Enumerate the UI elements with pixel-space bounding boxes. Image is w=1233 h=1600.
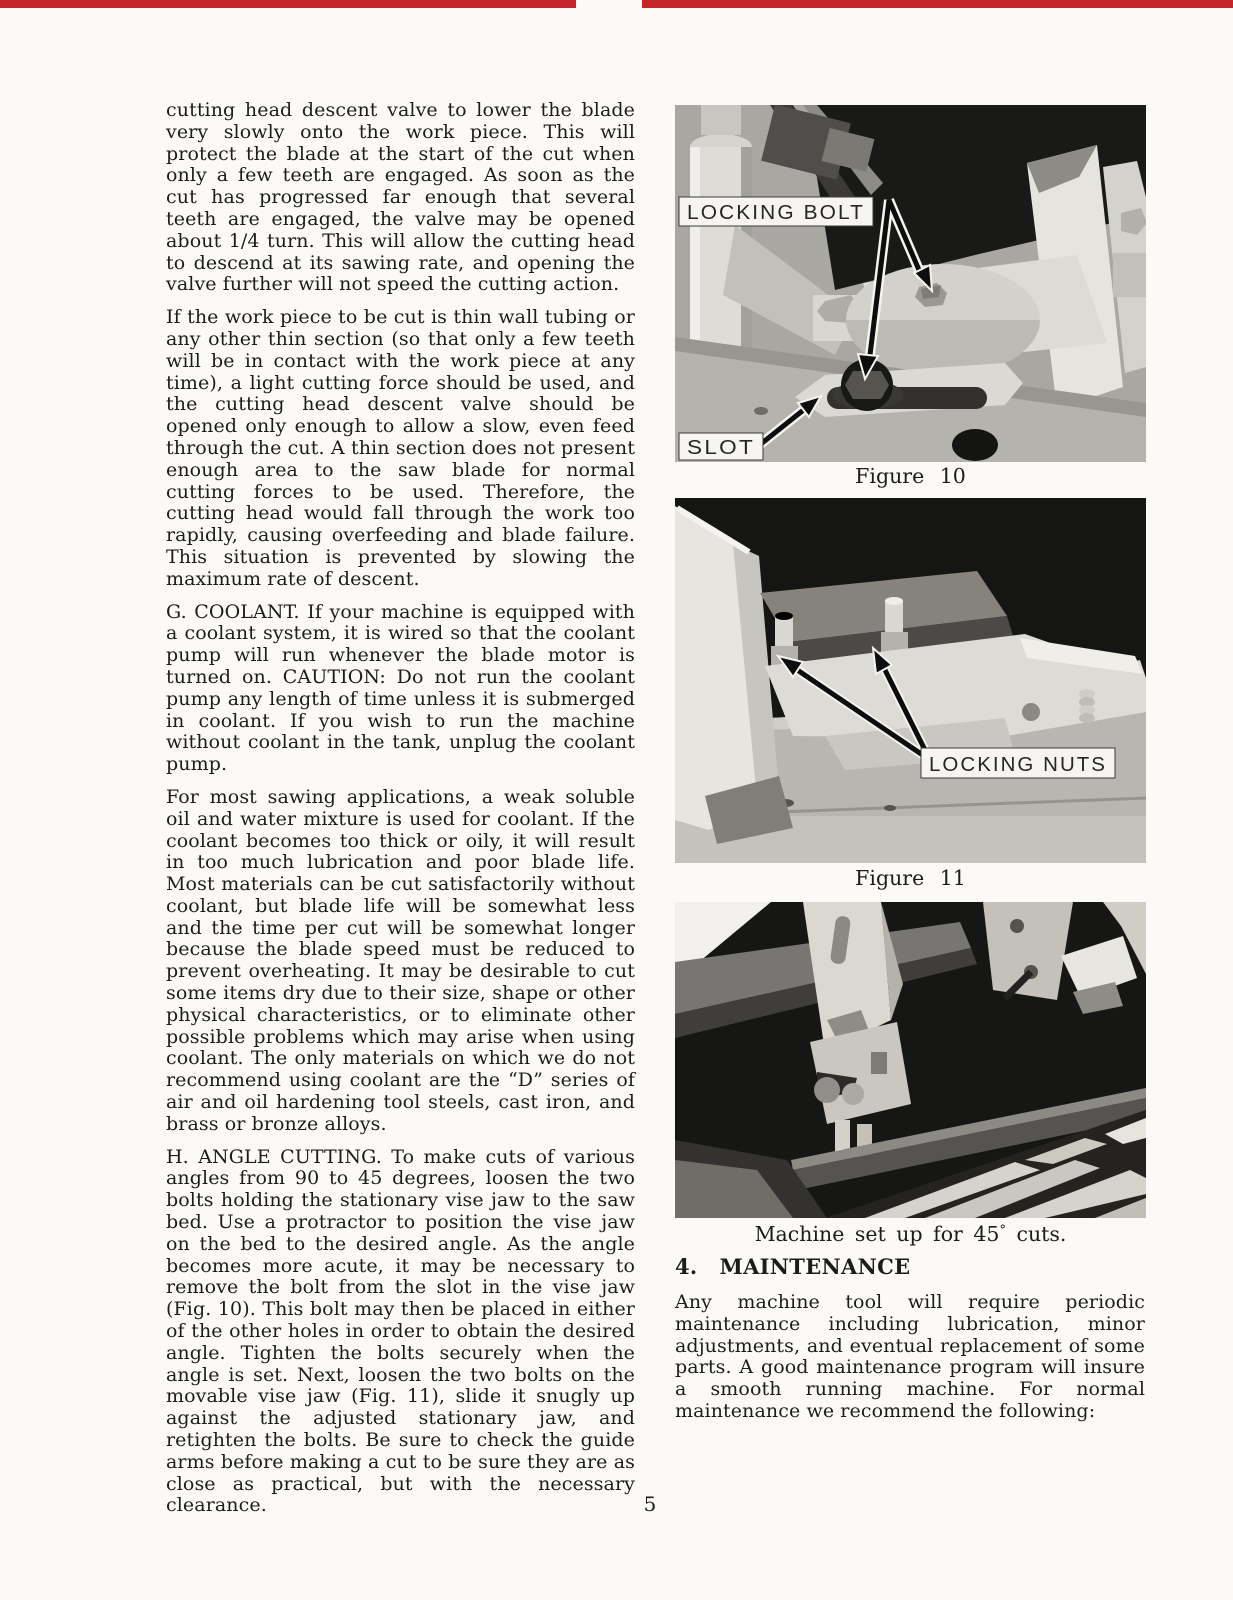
scan-edge-bar-right xyxy=(642,0,1233,8)
figure-11-photo xyxy=(675,498,1146,863)
degree-symbol: ° xyxy=(999,1223,1006,1238)
figure-45-caption xyxy=(675,1222,1146,1246)
scan-edge-bar-left xyxy=(0,0,576,8)
maintenance-column xyxy=(675,1292,1145,1423)
figure-10-photo xyxy=(675,105,1146,462)
paragraph-angle-cutting: H. ANGLE CUTTING. To make cuts of various angles from 90 to 45 degrees, loosen the two bolts holding the stationary vise jaw to the saw bed. Use a protractor to position the vise jaw on the bed to the desired angle. As the angle becomes more acute, it may be necessary to remove the bolt from the slot in the vise jaw (Fig. 10). This bolt may then be placed in either of the other holes in order to obtain the desired angle. Tighten the bolts securely when the angle is set. Next, loosen the two bolts on the movable vise jaw (Fig. 11), slide it snugly up against the adjusted stationary jaw, and retighten the bolts. Be sure to check the guide arms before making a cut to be sure they are as close as practical, but with the necessary clearance. xyxy=(166,1145,635,1517)
paragraph-coolant-mixture: For most sawing applications, a weak soluble oil and water mixture is used for coolant. If the coolant becomes too thick or oily, it will result in too much lubrication and poor blade life. Most materials can be cut satisfactorily without coolant, but blade life will be somewhat less and the time per cut will be somewhat longer because the blade speed must be reduced to prevent overheating. It may be desirable to cut some items dry due to their size, shape or other physical characteristics, or to eliminate other possible problems which may arise when using coolant. The only materials on which we do not recommend using coolant are the “D” series of air and oil hardening tool steels, cast iron, and brass or bronze alloys. xyxy=(166,785,635,1135)
locking-bolt-label: LOCKING BOLT xyxy=(687,202,865,224)
figure-45-photo xyxy=(675,902,1146,1218)
slot-label: SLOT xyxy=(687,437,755,459)
page-number: 5 xyxy=(643,1492,657,1516)
section-number: 4. xyxy=(675,1254,698,1279)
paragraph-descent-valve: cutting head descent valve to lower the blade very slowly onto the work piece. This will protect the blade at the start of the cut when only a few teeth are engaged. As soon as the cut has progressed far enough that several teeth are engaged, the valve may be opened about 1/4 turn. This will allow the cutting head to descend at its sawing rate, and opening the valve further will not speed the cutting action. xyxy=(166,99,635,296)
section-title: MAINTENANCE xyxy=(719,1254,911,1279)
left-text-column xyxy=(166,100,635,1517)
figure-10-caption: Figure 10 xyxy=(855,464,966,488)
maintenance-heading xyxy=(675,1254,910,1279)
paragraph-coolant: G. COOLANT. If your machine is equipped with a coolant system, it is wired so that the coolant pump will run whenever the blade motor is turned on. CAUTION: Do not run the coolant pump any length of time unless it is submerged in coolant. If you wish to run the machine without coolant in the tank, unplug the coolant pump. xyxy=(166,600,635,776)
paragraph-thin-sections: If the work piece to be cut is thin wall tubing or any other thin section (so that only a few teeth will be in contact with the work piece at any time), a light cutting force should be used, and the cutting head descent valve should be opened only enough to allow a slow, even feed through the cut. A thin section does not present enough area to the saw blade for normal cutting forces to be used. Therefore, the cutting head would fall through the work too rapidly, causing overfeeding and blade failure. This situation is prevented by slowing the maximum rate of descent. xyxy=(166,306,635,590)
paragraph-maintenance: Any machine tool will require periodic maintenance including lubrication, minor adjustments, and eventual replacement of some parts. A good maintenance program will insure a smooth running machine. For normal maintenance we recommend the following: xyxy=(675,1291,1145,1422)
caption-text: Machine set up for 45 xyxy=(754,1222,1000,1246)
locking-nuts-label: LOCKING NUTS xyxy=(929,754,1107,776)
figure-11-caption: Figure 11 xyxy=(855,866,966,890)
caption-text-after: cuts. xyxy=(1005,1222,1067,1246)
